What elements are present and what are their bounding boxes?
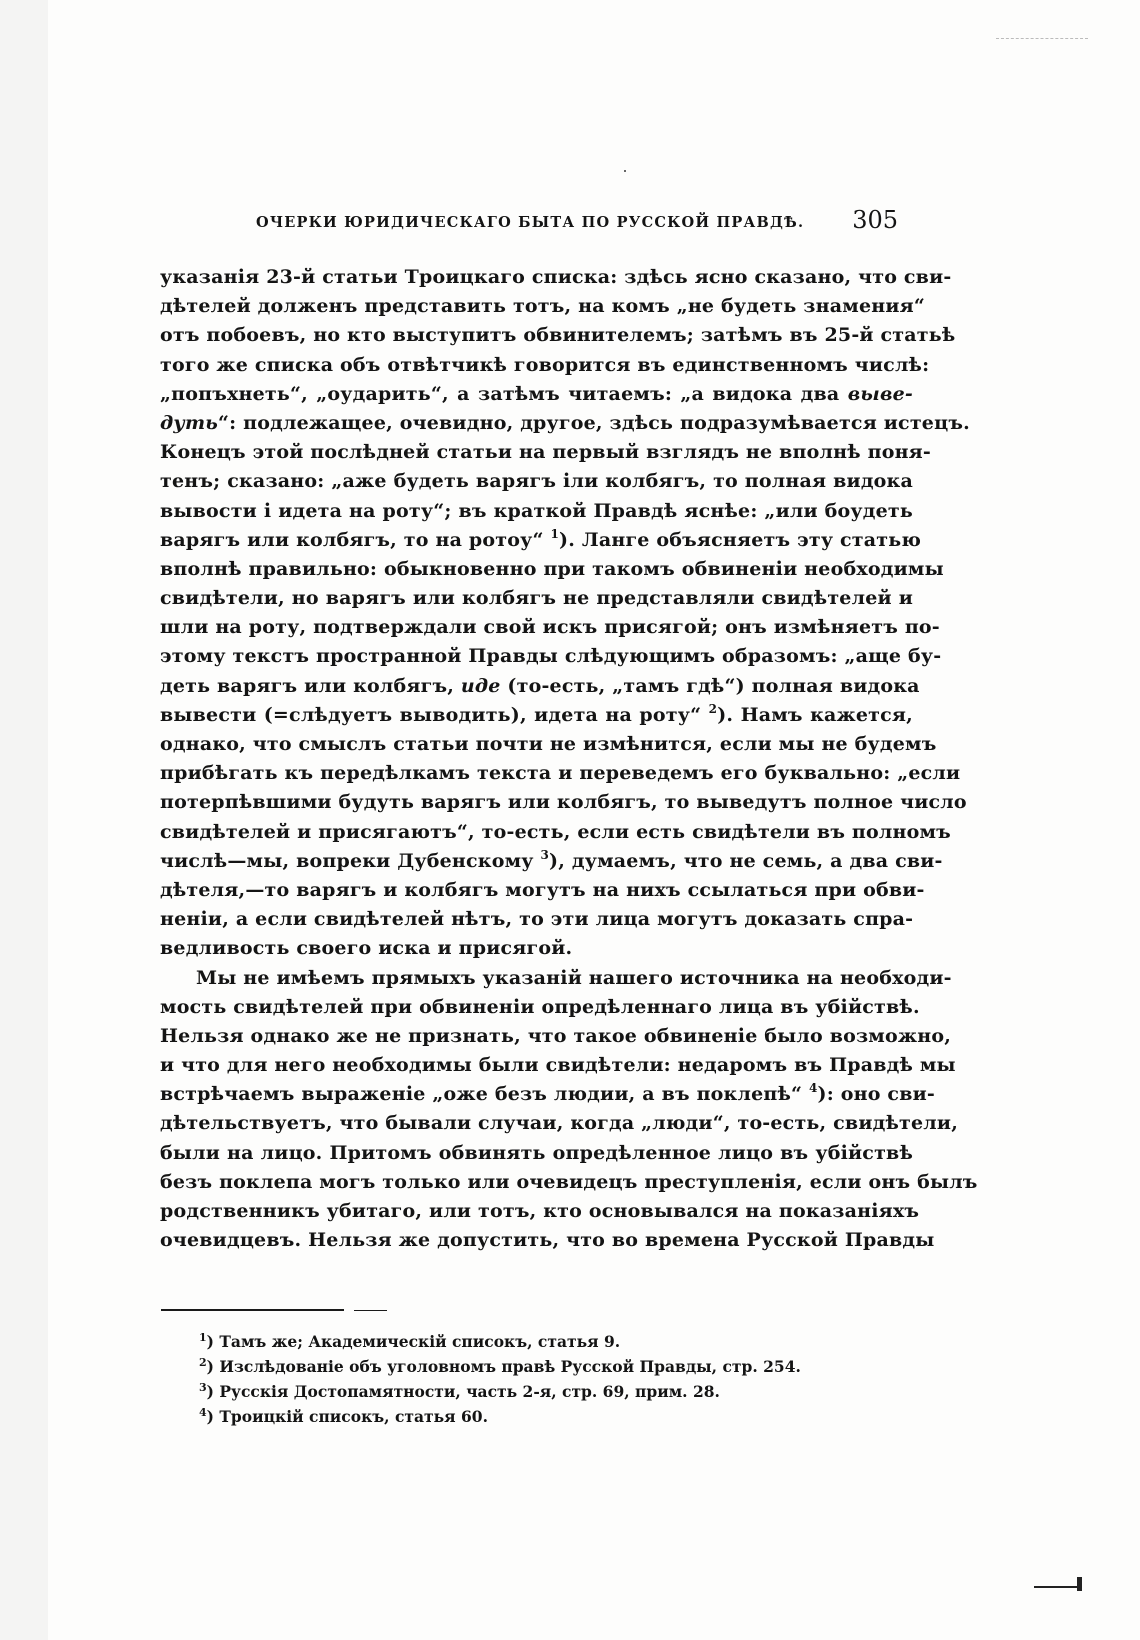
footnote-rule [161,1309,344,1311]
text-fragment: числѣ—мы, вопреки Дубенскому [160,849,534,872]
text-fragment: ): оно сви- [817,1083,935,1106]
paragraph-first-line: Мы не имѣемъ прямыхъ указаній нашего источника на необходи- [196,966,952,989]
text-line [160,847,943,876]
footnote: $^1$) Тамъ же; Академическій списокъ, статья 9. [199,1331,621,1351]
text-line [160,701,913,730]
footnote-text: Изслѣдованіе объ уголовномъ правѣ Русской Правды, стр. 254. [219,1357,801,1376]
scan-gutter [0,0,48,1640]
footnote-mark: 3 [199,1381,207,1394]
text-line: мость свидѣтелей при обвиненіи опредѣленнаго лица въ убійствѣ. [160,995,920,1018]
footnotes [199,1329,849,1429]
italic-word: выве- [847,382,913,405]
text-fragment: ). Намъ кажется, [717,703,913,726]
text-line: были на лицо. Притомъ обвинять опредѣленное лицо въ убійствѣ [160,1141,913,1164]
text-line: безъ поклепа могъ только или очевидецъ преступленія, если онъ былъ [160,1170,978,1193]
text-line: тенъ; сказано: „аже будеть варягъ іли колбягъ, то полная видока [160,470,913,493]
scan-speck [624,170,626,172]
text-line: дѣтельствуетъ, что бывали случаи, когда „люди“, то-есть, свидѣтели, [160,1112,959,1135]
text-line: потерпѣвшими будуть варягъ или колбягъ, то выведутъ полное число [160,791,967,814]
text-fragment: вывести (=слѣдуетъ выводить), идета на роту“ [160,703,702,726]
scan-corner-tick [1077,1577,1082,1591]
footnote-text: Тамъ же; Академическій списокъ, статья 9. [219,1332,621,1351]
running-title: ОЧЕРКИ ЮРИДИЧЕСКАГО БЫТА ПО РУССКОЙ ПРАВДѢ. [256,214,805,231]
text-line: шли на роту, подтверждали свой искъ присягой; онъ измѣняетъ по- [160,616,940,639]
text-line: Нельзя однако же не признать, что такое обвиненіе было возможно, [160,1024,952,1047]
text-line: отъ побоевъ, но кто выступитъ обвинителемъ; затѣмъ въ 25-й статьѣ [160,324,956,347]
footnote: $^4$) Троицкій списокъ, статья 60. [199,1406,488,1426]
text-line: дѣтелей долженъ представить тотъ, на комъ „не будеть знамения“ [160,295,926,318]
footnote-text: Русскія Достопамятности, часть 2-я, стр. 69, прим. 28. [219,1382,720,1401]
text-line: ведливость своего иска и присягой. [160,937,573,960]
text-line: родственникъ убитаго, или тотъ, кто основывался на показаніяхъ [160,1200,920,1222]
footnote: $^3$) Русскія Достопамятности, часть 2-я, стр. 69, прим. 28. [199,1381,720,1401]
text-line: указанія 23-й статьи Троицкаго списка: здѣсь ясно сказано, что сви- [160,266,952,288]
text-line: дѣтеля,—то варягъ и колбягъ могутъ на нихъ ссылаться при обви- [160,878,925,901]
text-line: того же списка объ отвѣтчикѣ говорится въ единственномъ числѣ: [160,353,930,376]
footnote-rule-dash [354,1310,387,1311]
note-mark: 3 [540,847,550,862]
text-fragment: “: подлежащее, очевидно, другое, здѣсь подразумѣвается истецъ. [218,411,970,434]
text-line: вполнѣ правильно: обыкновенно при такомъ обвиненіи необходимы [160,557,944,580]
text-line: очевидцевъ. Нельзя же допустить, что во времена Русской Правды [160,1229,935,1252]
text-line [160,409,970,438]
footnote: $^2$) Изслѣдованіе объ уголовномъ правѣ Русской Правды, стр. 254. [199,1356,801,1376]
text-line [160,1080,935,1109]
text-line [160,672,920,701]
text-line [160,380,913,409]
text-line: свидѣтели, но варягъ или колбягъ не представляли свидѣтелей и [160,587,913,610]
text-fragment: встрѣчаемъ выраженіе „оже безъ людии, а въ поклепѣ“ [160,1083,803,1106]
text-line: вывости і идета на роту“; въ краткой Правдѣ яснѣе: „или боудеть [160,499,913,522]
footnote-mark: 1 [199,1331,207,1344]
italic-word: иде [460,674,501,697]
page-number: 305 [852,206,898,234]
text-fragment: варягъ или колбягъ, то на ротоу“ [160,528,544,551]
text-fragment: ). Ланге объясняетъ эту статью [559,528,922,551]
text-line: и что для него необходимы были свидѣтели: недаромъ въ Правдѣ мы [160,1054,956,1077]
text-line: прибѣгать къ передѣлкамъ текста и переведемъ его буквально: „если [160,762,961,785]
text-fragment: ), думаемъ, что не семь, а два сви- [549,849,943,872]
running-header [256,206,898,238]
text-line: однако, что смыслъ статьи почти не измѣнится, если мы не будемъ [160,733,937,755]
text-line: неніи, а если свидѣтелей нѣтъ, то эти лица могутъ доказать спра- [160,908,914,931]
text-line [160,526,922,555]
italic-word: дуть [160,411,219,434]
footnote-mark: 4 [199,1406,207,1419]
footnote-text: Троицкій списокъ, статья 60. [219,1407,488,1426]
text-line: этому текстъ пространной Правды слѣдующимъ образомъ: „аще бу- [160,645,942,668]
scan-corner-mark [1034,1586,1078,1588]
text-fragment: деть варягъ или колбягъ, [160,674,455,697]
note-mark: 1 [550,526,559,541]
text-line: свидѣтелей и присягаютъ“, то-есть, если есть свидѣтели въ полномъ [160,820,951,843]
text-fragment: „попъхнеть“, „оударить“, а затѣмъ читаемъ: „а видока два [160,382,840,405]
text-fragment: (то-есть, „тамъ гдѣ“) полная видока [507,674,920,697]
note-mark: 4 [808,1081,818,1096]
note-mark: 2 [708,701,718,716]
scan-artifact [996,38,1088,40]
text-line: Конецъ этой послѣдней статьи на первый взглядъ не вполнѣ поня- [160,441,931,464]
footnote-mark: 2 [199,1356,207,1369]
body-text [160,263,978,1255]
